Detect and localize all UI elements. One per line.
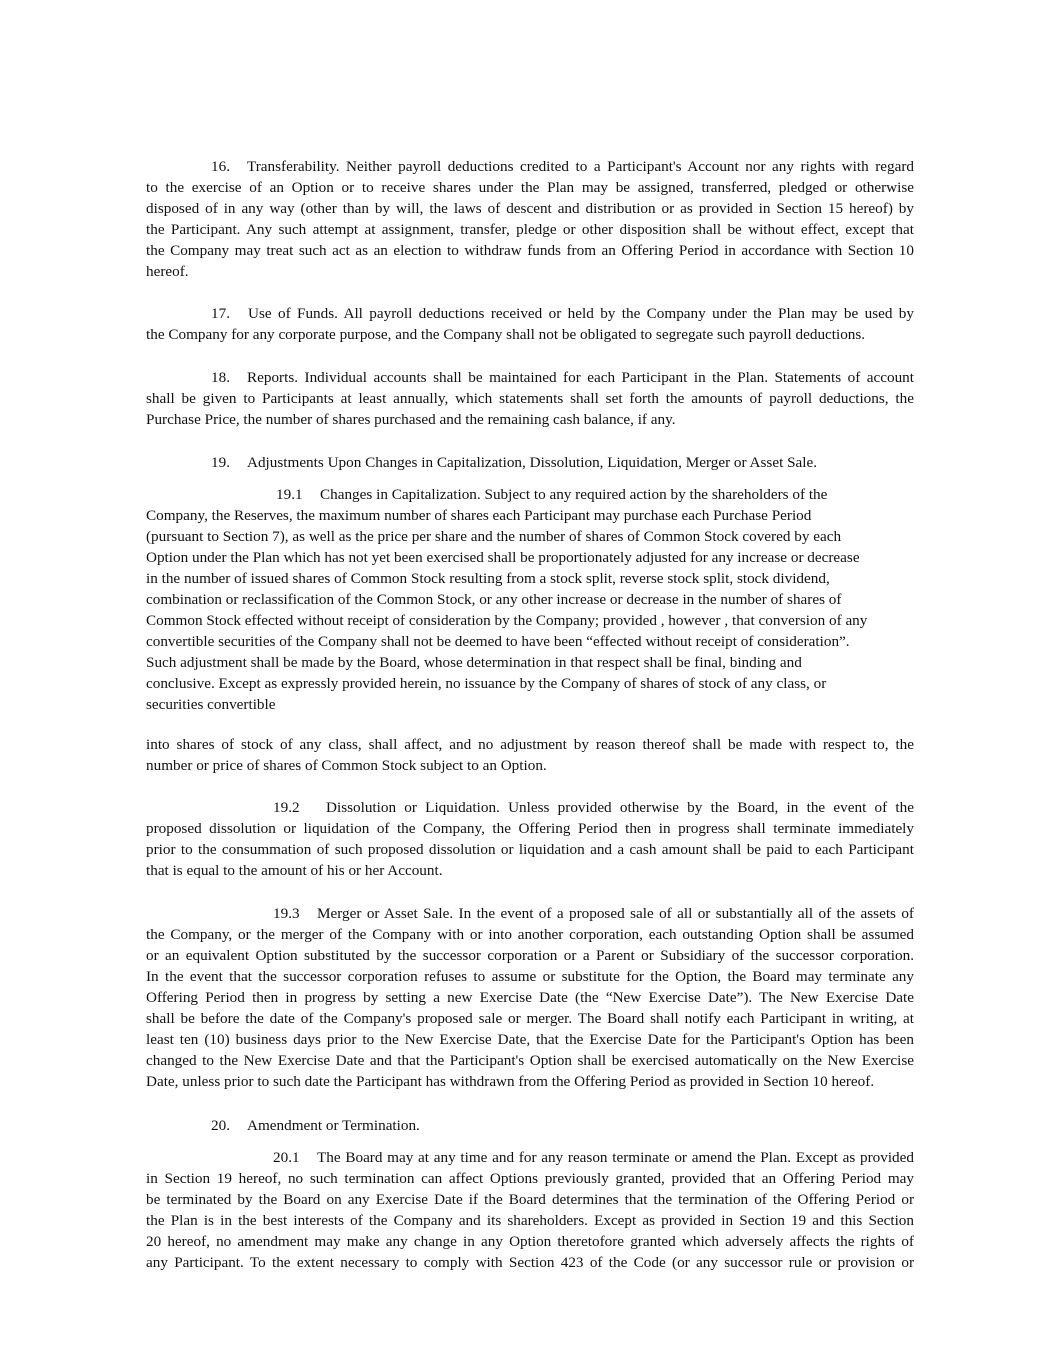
text-line	[146, 1071, 914, 1092]
text-line	[146, 755, 914, 776]
line-text: the Participant. Any such attempt at assignment, transfer, pledge or other disposition shall be without effect, except that	[146, 221, 914, 238]
line-text: Date, unless prior to such date the Participant has withdrawn from the Offering Period as provided in Section 10 hereof.	[146, 1073, 875, 1090]
text-line	[146, 987, 914, 1008]
line-text: conclusive. Except as expressly provided herein, no issuance by the Company of shares of stock of any class, or	[146, 675, 827, 692]
line-text: hereof.	[146, 263, 189, 280]
text-line	[146, 860, 914, 881]
text-line	[146, 1231, 914, 1252]
text-line	[146, 1210, 914, 1231]
line-text: Company, the Reserves, the maximum number of shares each Participant may purchase each Purchase Period	[146, 507, 812, 524]
line-text: Changes in Capitalization. Subject to any required action by the shareholders of the	[320, 486, 828, 503]
text-line	[146, 1168, 914, 1189]
text-line	[146, 526, 914, 547]
line-text: Amendment or Termination.	[247, 1117, 420, 1134]
paragraph-s20-1	[146, 1147, 914, 1273]
text-line	[146, 631, 914, 652]
line-text: Reports. Individual accounts shall be maintained for each Participant in the Plan. Statements of account	[247, 369, 914, 386]
text-line	[146, 818, 914, 839]
line-text: the Company for any corporate purpose, and the Company shall not be obligated to segregate such payroll deductions.	[146, 326, 866, 343]
text-line	[146, 589, 914, 610]
line-text: Common Stock effected without receipt of consideration by the Company; provided , however , that conversion of any	[146, 612, 868, 629]
line-text: least ten (10) business days prior to the New Exercise Date, that the Exercise Date for the Participant's Option has been	[146, 1031, 914, 1048]
section-number: 20.	[211, 1117, 230, 1134]
section-number: 19.3	[273, 905, 300, 922]
line-text: in Section 19 hereof, no such termination can affect Options previously granted, provided that an Offering Period may	[146, 1170, 914, 1187]
text-line	[146, 156, 914, 177]
line-text: disposed of in any way (other than by will, the laws of descent and distribution or as provided in Section 15 hereof) by	[146, 200, 914, 217]
text-line	[146, 903, 914, 924]
section-number: 17.	[211, 305, 230, 322]
line-text: the Company, or the merger of the Company with or into another corporation, each outstanding Option shall be assumed	[146, 926, 914, 943]
text-line	[146, 1029, 914, 1050]
text-line	[146, 1189, 914, 1210]
section-number: 20.1	[273, 1149, 300, 1166]
text-line	[146, 694, 914, 715]
section-number: 18.	[211, 369, 230, 386]
line-text: changed to the New Exercise Date and that the Participant's Option shall be exercised automatically on the New Exercise	[146, 1052, 914, 1069]
paragraph-s19-2	[146, 797, 914, 881]
line-text: Adjustments Upon Changes in Capitalization, Dissolution, Liquidation, Merger or Asset Sale.	[247, 454, 818, 471]
text-line	[146, 734, 914, 755]
paragraph-s16	[146, 156, 914, 282]
text-line	[146, 505, 914, 526]
text-line	[146, 198, 914, 219]
line-text: or an equivalent Option substituted by the successor corporation or a Parent or Subsidiary of the successor corporation.	[146, 947, 914, 964]
paragraph-s18	[146, 367, 914, 430]
text-line	[146, 1147, 914, 1168]
text-line	[146, 484, 914, 505]
line-text: into shares of stock of any class, shall affect, and no adjustment by reason thereof shall be made with respect to, the	[146, 736, 914, 753]
line-text: securities convertible	[146, 696, 276, 713]
line-text: In the event that the successor corporation refuses to assume or substitute for the Option, the Board may terminate any	[146, 968, 914, 985]
line-text: Use of Funds. All payroll deductions received or held by the Company under the Plan may be used by	[248, 305, 914, 322]
line-text: The Board may at any time and for any reason terminate or amend the Plan. Except as provided	[317, 1149, 914, 1166]
paragraph-s19-1-cont	[146, 734, 914, 776]
line-text: Purchase Price, the number of shares purchased and the remaining cash balance, if any.	[146, 411, 676, 428]
line-text: shall be before the date of the Company's proposed sale or merger. The Board shall notify each Participant in writing, at	[146, 1010, 914, 1027]
line-text: the Company may treat such act as an election to withdraw funds from an Offering Period in accordance with Section 10	[146, 242, 914, 259]
paragraph-s20	[146, 1115, 914, 1136]
line-text: combination or reclassification of the Common Stock, or any other increase or decrease in the number of shares of	[146, 591, 842, 608]
text-line	[146, 261, 914, 282]
line-text: Transferability. Neither payroll deductions credited to a Participant's Account nor any rights with regard	[247, 158, 914, 175]
line-text: number or price of shares of Common Stock subject to an Option.	[146, 757, 547, 774]
text-line	[146, 388, 914, 409]
text-line	[146, 1252, 914, 1273]
line-text: (pursuant to Section 7), as well as the price per share and the number of shares of Common Stock covered by each	[146, 528, 842, 545]
text-line	[146, 367, 914, 388]
section-number: 19.	[211, 454, 230, 471]
text-line	[146, 652, 914, 673]
line-text: to the exercise of an Option or to receive shares under the Plan may be assigned, transferred, pledged or otherwise	[146, 179, 914, 196]
line-text: prior to the consummation of such proposed dissolution or liquidation and a cash amount shall be paid to each Participant	[146, 841, 914, 858]
text-line	[146, 1008, 914, 1029]
line-text: proposed dissolution or liquidation of the Company, the Offering Period then in progress shall terminate immediately	[146, 820, 914, 837]
text-line	[146, 797, 914, 818]
line-text: that is equal to the amount of his or her Account.	[146, 862, 443, 879]
paragraph-s17	[146, 303, 914, 345]
paragraph-s19-1	[146, 484, 914, 715]
section-number: 19.2	[273, 799, 300, 816]
line-text: any Participant. To the extent necessary to comply with Section 423 of the Code (or any successor rule or provision or	[146, 1254, 914, 1271]
text-line	[146, 219, 914, 240]
line-text: be terminated by the Board on any Exercise Date if the Board determines that the termination of the Offering Period or	[146, 1191, 914, 1208]
text-line	[146, 409, 914, 430]
paragraph-s19-3	[146, 903, 914, 1092]
text-line	[146, 1050, 914, 1071]
line-text: the Plan is in the best interests of the Company and its shareholders. Except as provided in Section 19 and this Section	[146, 1212, 914, 1229]
text-line	[146, 924, 914, 945]
line-text: Option under the Plan which has not yet been exercised shall be proportionately adjusted for any increase or decrease	[146, 549, 860, 566]
line-text: in the number of issued shares of Common Stock resulting from a stock split, reverse stock split, stock dividend,	[146, 570, 830, 587]
text-line	[146, 303, 914, 324]
line-text: Such adjustment shall be made by the Board, whose determination in that respect shall be final, binding and	[146, 654, 802, 671]
text-line	[146, 568, 914, 589]
section-number: 16.	[211, 158, 230, 175]
line-text: Merger or Asset Sale. In the event of a proposed sale of all or substantially all of the assets of	[317, 905, 914, 922]
text-line	[146, 177, 914, 198]
line-text: 20 hereof, no amendment may make any change in any Option theretofore granted which adversely affects the rights of	[146, 1233, 914, 1250]
text-line	[146, 1115, 914, 1136]
text-line	[146, 966, 914, 987]
text-line	[146, 452, 914, 473]
text-line	[146, 240, 914, 261]
section-number: 19.1	[276, 486, 303, 503]
text-line	[146, 945, 914, 966]
text-line	[146, 673, 914, 694]
text-line	[146, 610, 914, 631]
line-text: shall be given to Participants at least annually, which statements shall set forth the amounts of payroll deductions, the	[146, 390, 914, 407]
line-text: convertible securities of the Company shall not be deemed to have been “effected without receipt of consideration”.	[146, 633, 850, 650]
text-line	[146, 839, 914, 860]
line-text: Dissolution or Liquidation. Unless provided otherwise by the Board, in the event of the	[326, 799, 914, 816]
text-line	[146, 547, 914, 568]
text-line	[146, 324, 914, 345]
paragraph-s19	[146, 452, 914, 473]
line-text: Offering Period then in progress by setting a new Exercise Date (the “New Exercise Date”). The New Exercise Date	[146, 989, 914, 1006]
